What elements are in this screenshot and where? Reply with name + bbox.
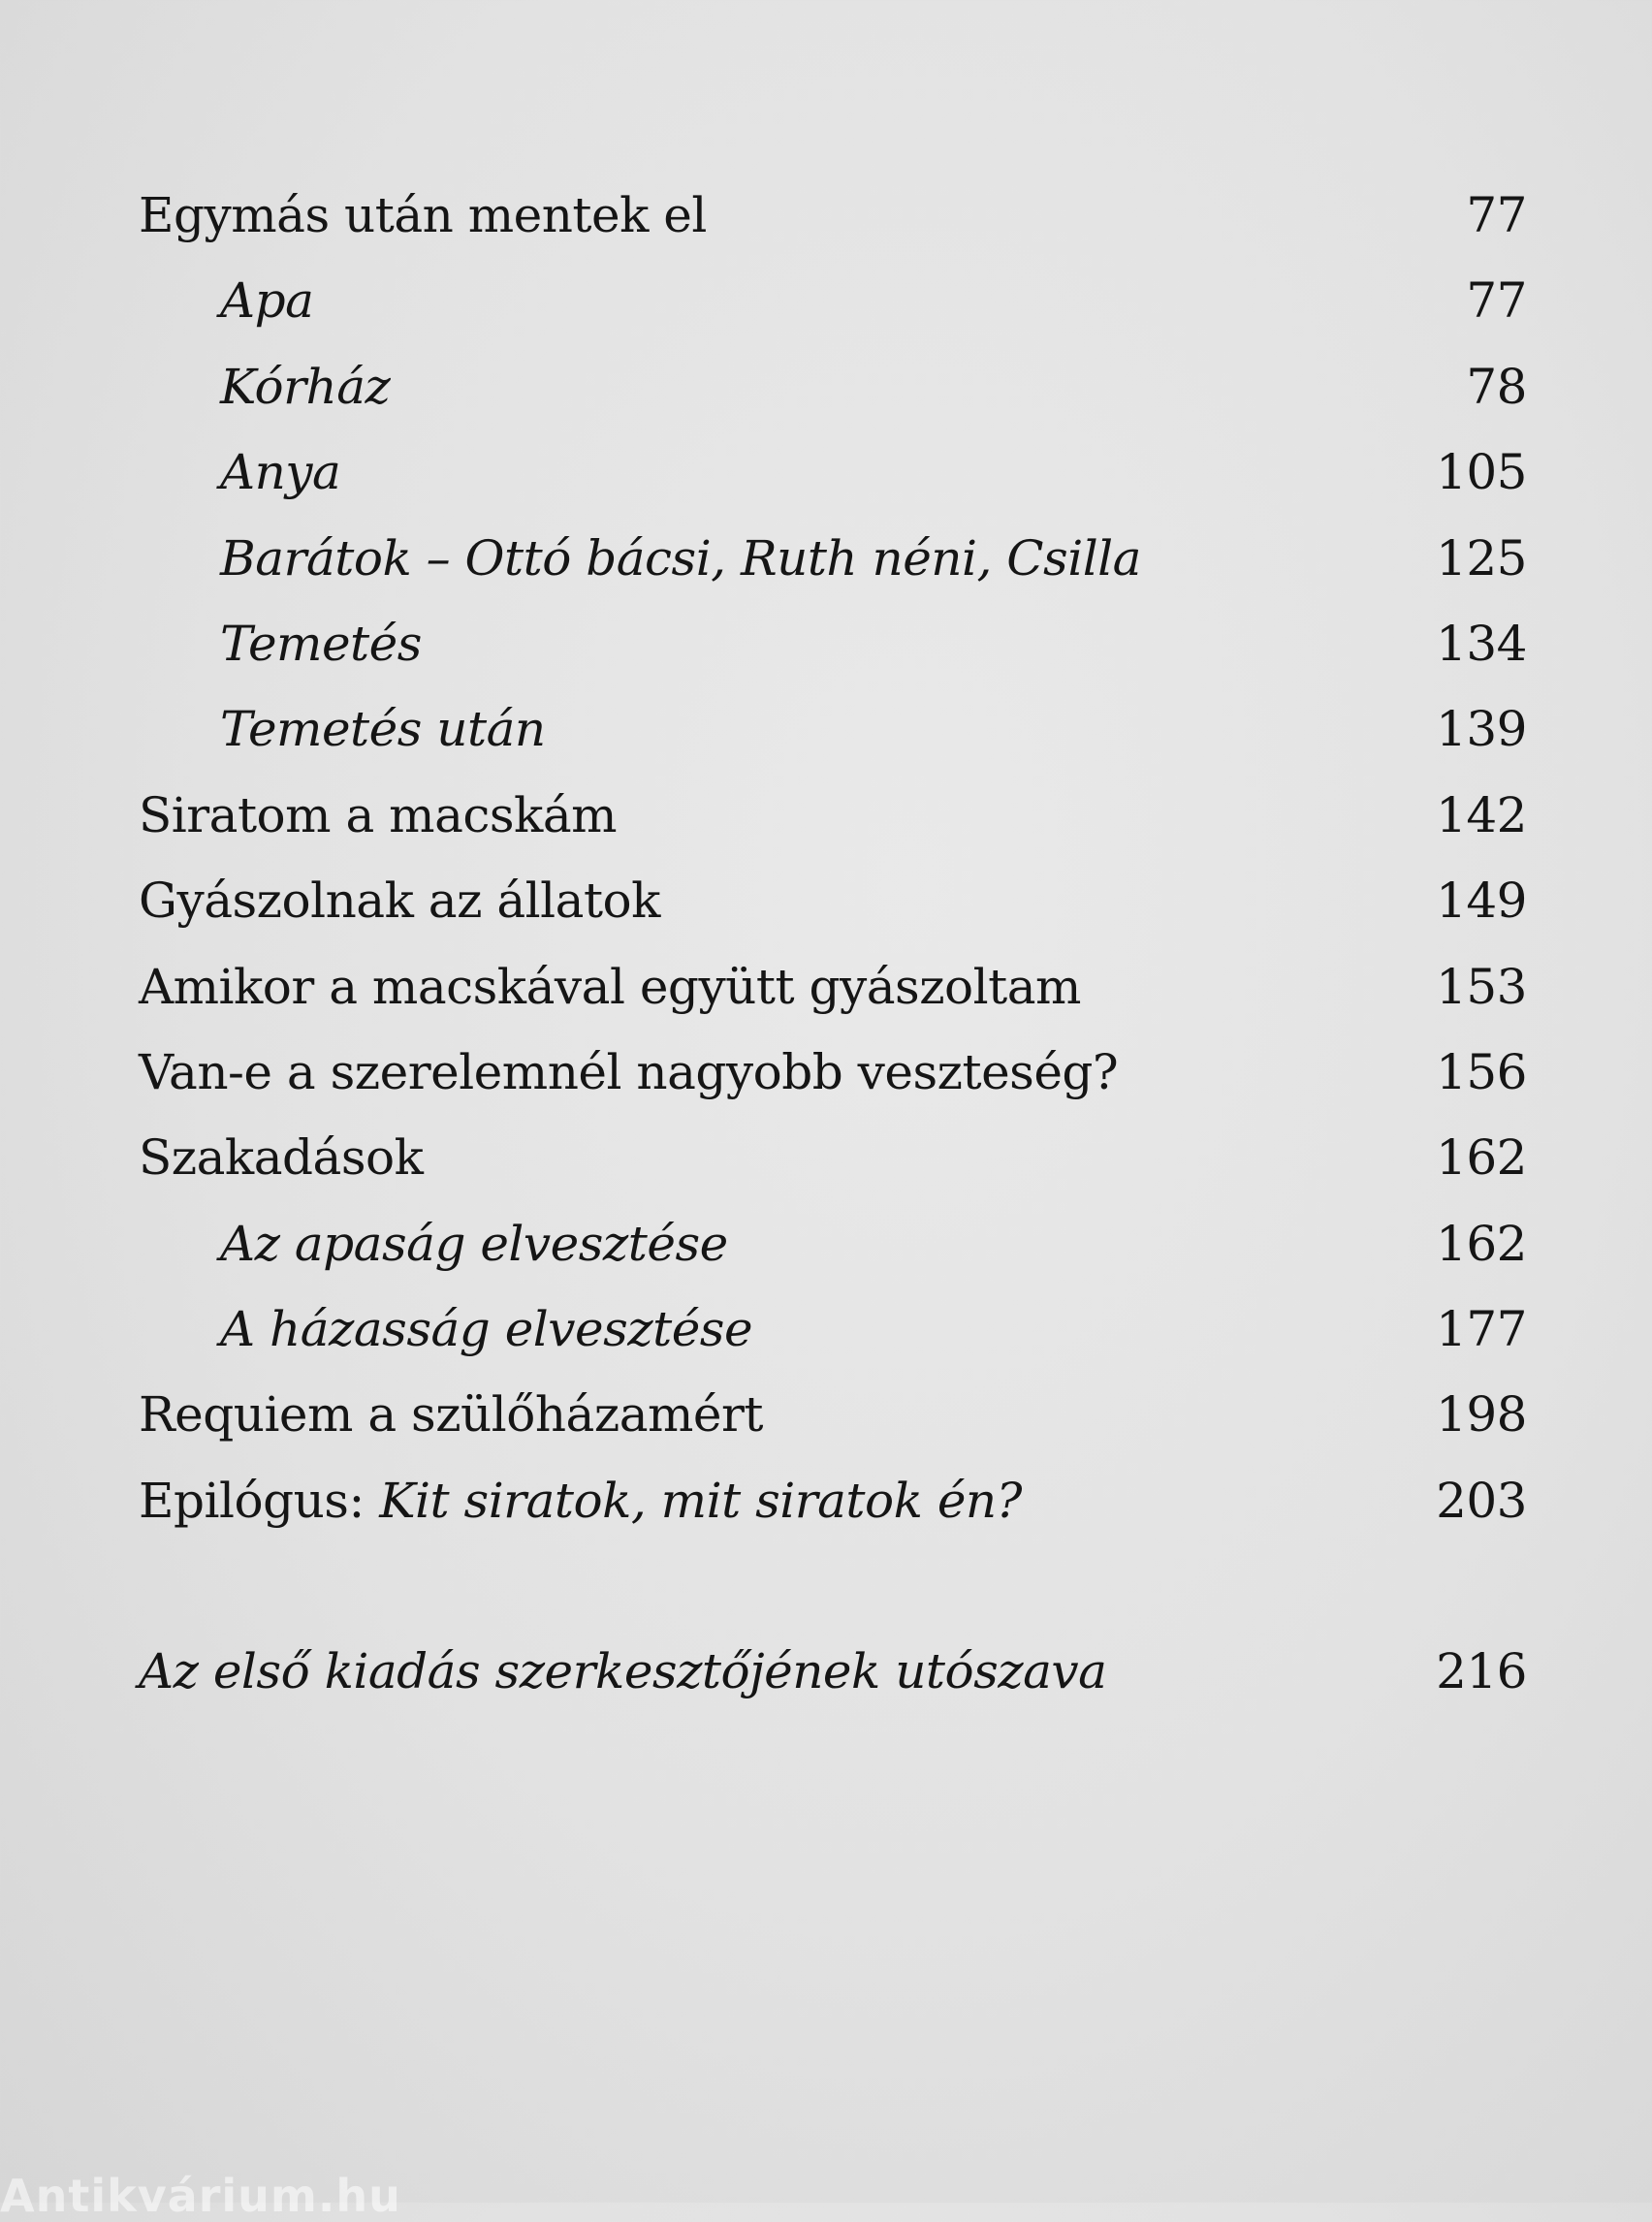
toc-entry-page: 162 <box>1436 1215 1527 1272</box>
toc-entry-page: 142 <box>1436 786 1527 843</box>
toc-entry <box>139 1458 1527 1543</box>
toc-entry-title: Barátok – Ottó bácsi, Ruth néni, Csilla <box>220 529 1141 587</box>
toc-entry-page: 153 <box>1436 958 1527 1015</box>
toc-entry-page: 125 <box>1436 529 1527 587</box>
toc-subentry <box>139 1201 1527 1286</box>
toc-entry-title: Siratom a macskám <box>139 786 618 843</box>
toc-subentry <box>139 344 1527 429</box>
toc-entry <box>139 1372 1527 1457</box>
toc-subentry <box>139 258 1527 343</box>
toc-entry <box>139 944 1527 1030</box>
toc-entry <box>139 1030 1527 1115</box>
toc-entry-title: Requiem a szülőházamért <box>139 1386 763 1444</box>
toc-entry <box>139 773 1527 858</box>
toc-entry-title-italic: Kit siratok, mit siratok én? <box>379 1472 1022 1529</box>
toc-entry <box>139 858 1527 943</box>
toc-entry-title: Apa <box>220 272 314 330</box>
toc-subentry <box>139 516 1527 601</box>
watermark: Antikvárium.hu <box>0 2170 401 2222</box>
toc-subentry <box>139 429 1527 515</box>
toc-subentry <box>139 686 1527 772</box>
toc-entry-title-prefix: Epilógus: <box>139 1472 380 1529</box>
toc-entry-page: 78 <box>1466 358 1527 415</box>
toc-entry-page: 198 <box>1436 1386 1527 1444</box>
toc-entry-title <box>139 1458 1022 1543</box>
toc-entry-page: 77 <box>1466 187 1527 243</box>
toc-entry-title: Anya <box>220 444 341 501</box>
toc-subentry <box>139 601 1527 686</box>
toc-entry <box>139 1115 1527 1200</box>
toc-entry-page: 177 <box>1436 1301 1527 1358</box>
toc-entry-page: 134 <box>1436 615 1527 672</box>
toc-entry-page: 162 <box>1436 1129 1527 1187</box>
toc-entry-title: Temetés <box>220 615 422 672</box>
toc-entry-page: 149 <box>1436 873 1527 930</box>
toc-entry-page: 216 <box>1436 1643 1527 1700</box>
toc-entry-title: Gyászolnak az állatok <box>139 873 660 930</box>
toc-entry-title: A házasság elvesztése <box>220 1301 753 1358</box>
toc-entry-page: 139 <box>1436 701 1527 758</box>
toc-entry-title: Egymás után mentek el <box>139 187 707 243</box>
toc-entry-page: 105 <box>1436 444 1527 501</box>
toc-entry-title: Az apaság elvesztése <box>220 1215 728 1272</box>
toc-entry-title: Az első kiadás szerkesztőjének utószava <box>139 1643 1107 1700</box>
toc-entry <box>139 173 1527 258</box>
toc-entry-title: Temetés után <box>220 701 546 758</box>
table-of-contents <box>139 173 1527 1715</box>
toc-entry <box>139 1629 1527 1714</box>
toc-entry-title: Amikor a macskával együtt gyászoltam <box>139 958 1081 1015</box>
toc-entry-page: 77 <box>1466 272 1527 330</box>
toc-entry-title: Szakadások <box>139 1129 424 1187</box>
toc-entry-page: 203 <box>1436 1472 1527 1529</box>
toc-subentry <box>139 1286 1527 1372</box>
toc-entry-title: Van-e a szerelemnél nagyobb veszteség? <box>139 1043 1119 1100</box>
toc-entry-page: 156 <box>1436 1043 1527 1100</box>
toc-entry-title: Kórház <box>220 358 391 415</box>
